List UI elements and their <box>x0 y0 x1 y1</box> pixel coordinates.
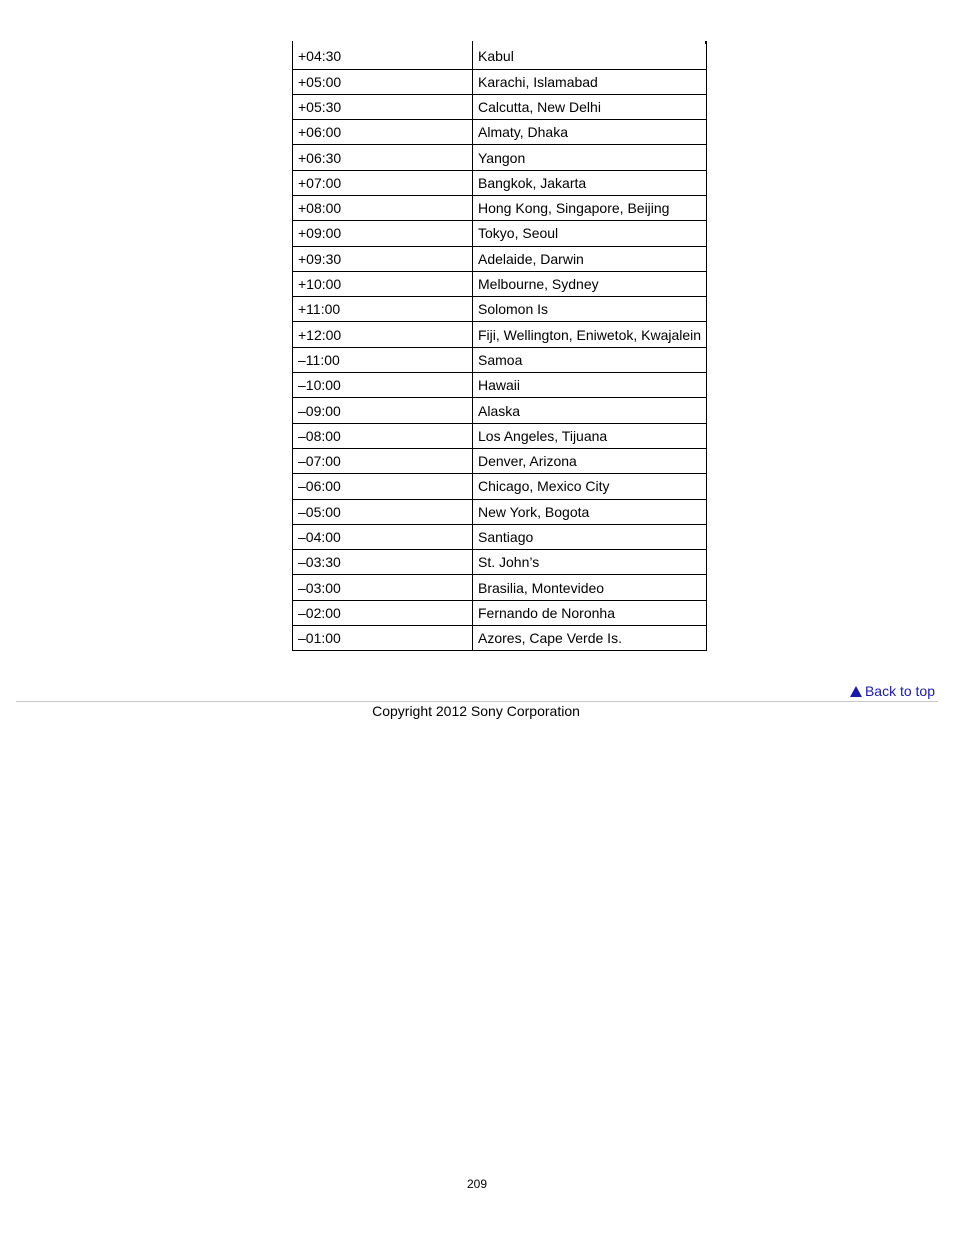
utc-offset-cell: –01:00 <box>293 626 473 651</box>
utc-offset-cell: +04:30 <box>293 41 473 69</box>
cities-cell: Hong Kong, Singapore, Beijing <box>473 195 707 220</box>
utc-offset-cell: –08:00 <box>293 423 473 448</box>
utc-offset-cell: +07:00 <box>293 170 473 195</box>
cities-cell: Fernando de Noronha <box>473 600 707 625</box>
cities-cell: New York, Bogota <box>473 499 707 524</box>
table-row <box>293 322 707 347</box>
table-row <box>293 398 707 423</box>
table-row <box>293 524 707 549</box>
time-zone-table <box>292 41 707 651</box>
cities-cell: Bangkok, Jakarta <box>473 170 707 195</box>
table-row <box>293 626 707 651</box>
table-row <box>293 41 707 69</box>
time-zone-table-body <box>293 41 707 651</box>
table-row <box>293 94 707 119</box>
table-row <box>293 373 707 398</box>
table-row <box>293 221 707 246</box>
utc-offset-cell: +06:00 <box>293 120 473 145</box>
cities-cell: Hawaii <box>473 373 707 398</box>
cities-cell: Alaska <box>473 398 707 423</box>
cities-cell: Samoa <box>473 347 707 372</box>
cities-cell: Fiji, Wellington, Eniwetok, Kwajalein <box>473 322 707 347</box>
utc-offset-cell: –09:00 <box>293 398 473 423</box>
table-row <box>293 499 707 524</box>
cities-cell: Almaty, Dhaka <box>473 120 707 145</box>
utc-offset-cell: –02:00 <box>293 600 473 625</box>
table-row <box>293 69 707 94</box>
cities-cell: Yangon <box>473 145 707 170</box>
time-zone-table-container <box>292 41 706 651</box>
cities-cell: Denver, Arizona <box>473 448 707 473</box>
cities-cell: Adelaide, Darwin <box>473 246 707 271</box>
utc-offset-cell: +09:30 <box>293 246 473 271</box>
utc-offset-cell: +10:00 <box>293 271 473 296</box>
footer-divider <box>16 701 938 702</box>
table-row <box>293 246 707 271</box>
utc-offset-cell: –03:00 <box>293 575 473 600</box>
table-row <box>293 550 707 575</box>
utc-offset-cell: +12:00 <box>293 322 473 347</box>
table-row <box>293 575 707 600</box>
table-row <box>293 448 707 473</box>
utc-offset-cell: –06:00 <box>293 474 473 499</box>
utc-offset-cell: +05:00 <box>293 69 473 94</box>
utc-offset-cell: +11:00 <box>293 297 473 322</box>
utc-offset-cell: +06:30 <box>293 145 473 170</box>
cities-cell: Tokyo, Seoul <box>473 221 707 246</box>
table-row <box>293 423 707 448</box>
back-to-top-link[interactable] <box>850 683 935 699</box>
back-to-top-label[interactable]: Back to top <box>864 683 935 699</box>
utc-offset-cell: –04:00 <box>293 524 473 549</box>
cities-cell: Santiago <box>473 524 707 549</box>
cities-cell: Kabul <box>473 41 707 69</box>
table-row <box>293 347 707 372</box>
utc-offset-cell: –10:00 <box>293 373 473 398</box>
table-row <box>293 170 707 195</box>
utc-offset-cell: –05:00 <box>293 499 473 524</box>
cities-cell: Karachi, Islamabad <box>473 69 707 94</box>
cities-cell: Solomon Is <box>473 297 707 322</box>
cities-cell: Brasilia, Montevideo <box>473 575 707 600</box>
utc-offset-cell: +08:00 <box>293 195 473 220</box>
table-row <box>293 120 707 145</box>
utc-offset-cell: –07:00 <box>293 448 473 473</box>
cities-cell: Melbourne, Sydney <box>473 271 707 296</box>
triangle-up-icon <box>850 686 862 697</box>
cities-cell: St. John’s <box>473 550 707 575</box>
table-row <box>293 474 707 499</box>
table-row <box>293 600 707 625</box>
utc-offset-cell: +05:30 <box>293 94 473 119</box>
table-row <box>293 271 707 296</box>
table-row <box>293 297 707 322</box>
copyright-text: Copyright 2012 Sony Corporation <box>372 703 580 719</box>
table-row <box>293 145 707 170</box>
page-number: 209 <box>466 1177 488 1191</box>
cities-cell: Azores, Cape Verde Is. <box>473 626 707 651</box>
cities-cell: Calcutta, New Delhi <box>473 94 707 119</box>
utc-offset-cell: –11:00 <box>293 347 473 372</box>
table-row <box>293 195 707 220</box>
cities-cell: Los Angeles, Tijuana <box>473 423 707 448</box>
utc-offset-cell: +09:00 <box>293 221 473 246</box>
cities-cell: Chicago, Mexico City <box>473 474 707 499</box>
utc-offset-cell: –03:30 <box>293 550 473 575</box>
